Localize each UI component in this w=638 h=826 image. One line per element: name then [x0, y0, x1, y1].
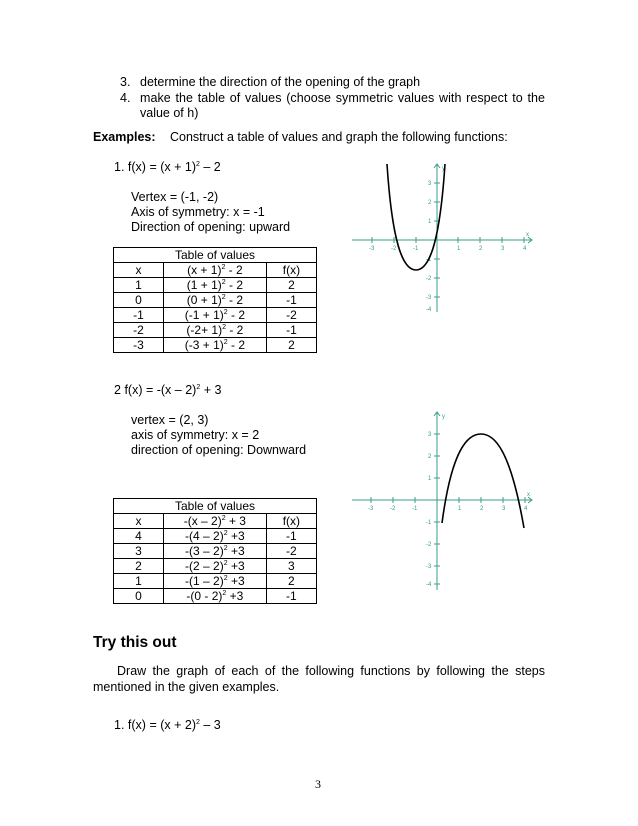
table-header-expression: -(x – 2)$^2$ + 3 — [163, 514, 266, 529]
table-header-fx: f(x) — [266, 263, 316, 278]
table-row: 0 $(0 + 1)^2 - 2$ -1 — [114, 293, 317, 308]
y-tick-label: 1 — [428, 219, 432, 225]
y-axis-label: y — [442, 414, 445, 420]
table-row: 4 -(4 – 2)$^2$ +3 -1 — [114, 529, 317, 544]
examples-label: Examples: — [93, 130, 156, 144]
example-2-function-tail: + 3 — [200, 383, 222, 397]
y-tick-label: 3 — [428, 181, 432, 187]
y-tick-label: -3 — [426, 564, 432, 570]
table-row: -1 $(-1 + 1)^2 - 2$ -2 — [114, 308, 317, 323]
step-4-text-line1: make the table of values (choose symmetric values with respect to the — [140, 91, 545, 105]
x-tick-label: 4 — [524, 506, 528, 512]
x-tick-label: -2 — [390, 506, 396, 512]
table-header-row — [114, 514, 317, 529]
table-row: 1 -(1 – 2)$^2$ +3 2 — [114, 574, 317, 589]
example-1-axis: Axis of symmetry: x = -1 — [131, 205, 265, 219]
y-tick-label: -2 — [426, 276, 432, 282]
x-axis-label: x — [527, 492, 530, 498]
y-tick-label: -2 — [426, 542, 432, 548]
page-number: 3 — [315, 777, 321, 791]
examples-instruction: Construct a table of values and graph the following functions: — [170, 130, 508, 144]
x-tick-label: 1 — [457, 246, 461, 252]
parabola-curve — [442, 434, 524, 528]
try-instruction-line2: mentioned in the given examples. — [93, 680, 280, 694]
x-tick-label: 3 — [502, 506, 506, 512]
y-tick-label: 2 — [428, 454, 432, 460]
example-2-table-title: Table of values — [114, 499, 317, 514]
table-header-x: x — [114, 514, 164, 529]
y-tick-label: -4 — [426, 582, 432, 588]
example-2-graph — [340, 408, 540, 598]
x-tick-label: 2 — [479, 246, 483, 252]
try-item-1-function-base: f(x) = (x + 2) — [127, 718, 196, 732]
table-row: 0 -(0 - 2)$^2$ +3 -1 — [114, 589, 317, 604]
example-1-function-base: f(x) = (x + 1) — [127, 160, 196, 174]
x-tick-label: -1 — [412, 506, 418, 512]
x-tick-label: 1 — [458, 506, 462, 512]
x-tick-label: 3 — [501, 246, 505, 252]
example-1-function — [114, 160, 221, 175]
example-1-table — [113, 247, 317, 353]
example-1-vertex: Vertex = (-1, -2) — [131, 190, 219, 204]
x-tick-label: -3 — [369, 246, 375, 252]
table-row: 1 $(1 + 1)^2 - 2$ 2 — [114, 278, 317, 293]
table-header-fx: f(x) — [266, 514, 316, 529]
y-tick-label: 3 — [428, 432, 432, 438]
table-row: 3 -(3 – 2)$^2$ +3 -2 — [114, 544, 317, 559]
y-tick-label: 1 — [428, 476, 432, 482]
y-tick-label: -4 — [426, 307, 432, 313]
example-1-function-tail: – 2 — [199, 160, 221, 174]
example-2-function — [114, 383, 221, 398]
table-row: -3 $(-3 + 1)^2 - 2$ 2 — [114, 338, 317, 353]
x-axis-label: x — [526, 232, 529, 238]
x-tick-label: -2 — [391, 246, 397, 252]
table-header-row — [114, 263, 317, 278]
example-1-number: 1. — [114, 160, 125, 174]
example-1-table-title: Table of values — [114, 248, 317, 263]
try-item-1-number: 1. — [114, 718, 125, 732]
x-tick-label: 4 — [523, 246, 527, 252]
x-tick-label: 2 — [480, 506, 484, 512]
y-tick-label: -1 — [426, 257, 432, 263]
example-1-function-exponent: 2 — [196, 161, 200, 168]
step-3-text: determine the direction of the opening of the graph — [140, 75, 421, 89]
y-axis-label: y — [442, 166, 445, 172]
parabola-curve — [387, 164, 445, 270]
table-row: -2 $(-2+ 1)^2 - 2$ -1 — [114, 323, 317, 338]
try-item-1 — [114, 718, 221, 733]
example-2-direction: direction of opening: Downward — [131, 443, 307, 457]
x-tick-label: -3 — [368, 506, 374, 512]
try-this-out-heading: Try this out — [93, 634, 177, 651]
table-row: 2 -(2 – 2)$^2$ +3 3 — [114, 559, 317, 574]
example-2-number: 2 — [114, 383, 121, 397]
example-1-graph — [340, 160, 540, 320]
example-2-function-exponent: 2 — [196, 384, 201, 391]
example-1-direction: Direction of opening: upward — [131, 220, 291, 234]
y-tick-label: -3 — [426, 295, 432, 301]
step-4-text-line2: value of h) — [140, 106, 199, 120]
example-2-axis: axis of symmetry: x = 2 — [131, 428, 260, 442]
try-instruction-line1: Draw the graph of each of the following functions by following the steps — [117, 664, 545, 678]
table-header-x: x — [114, 263, 164, 278]
example-2-function-base: f(x) = -(x – 2) — [124, 383, 197, 397]
y-tick-label: -1 — [426, 520, 432, 526]
step-4-number: 4. — [120, 91, 131, 105]
try-item-1-function-tail: – 3 — [199, 718, 221, 732]
step-3-number: 3. — [120, 75, 131, 89]
table-header-expression: $(x + 1)^2 - 2$ — [163, 263, 266, 278]
try-item-1-function-exponent: 2 — [196, 719, 200, 726]
example-2-vertex: vertex = (2, 3) — [131, 413, 209, 427]
y-tick-label: 2 — [428, 200, 432, 206]
x-tick-label: -1 — [413, 246, 419, 252]
example-2-table — [113, 498, 317, 604]
